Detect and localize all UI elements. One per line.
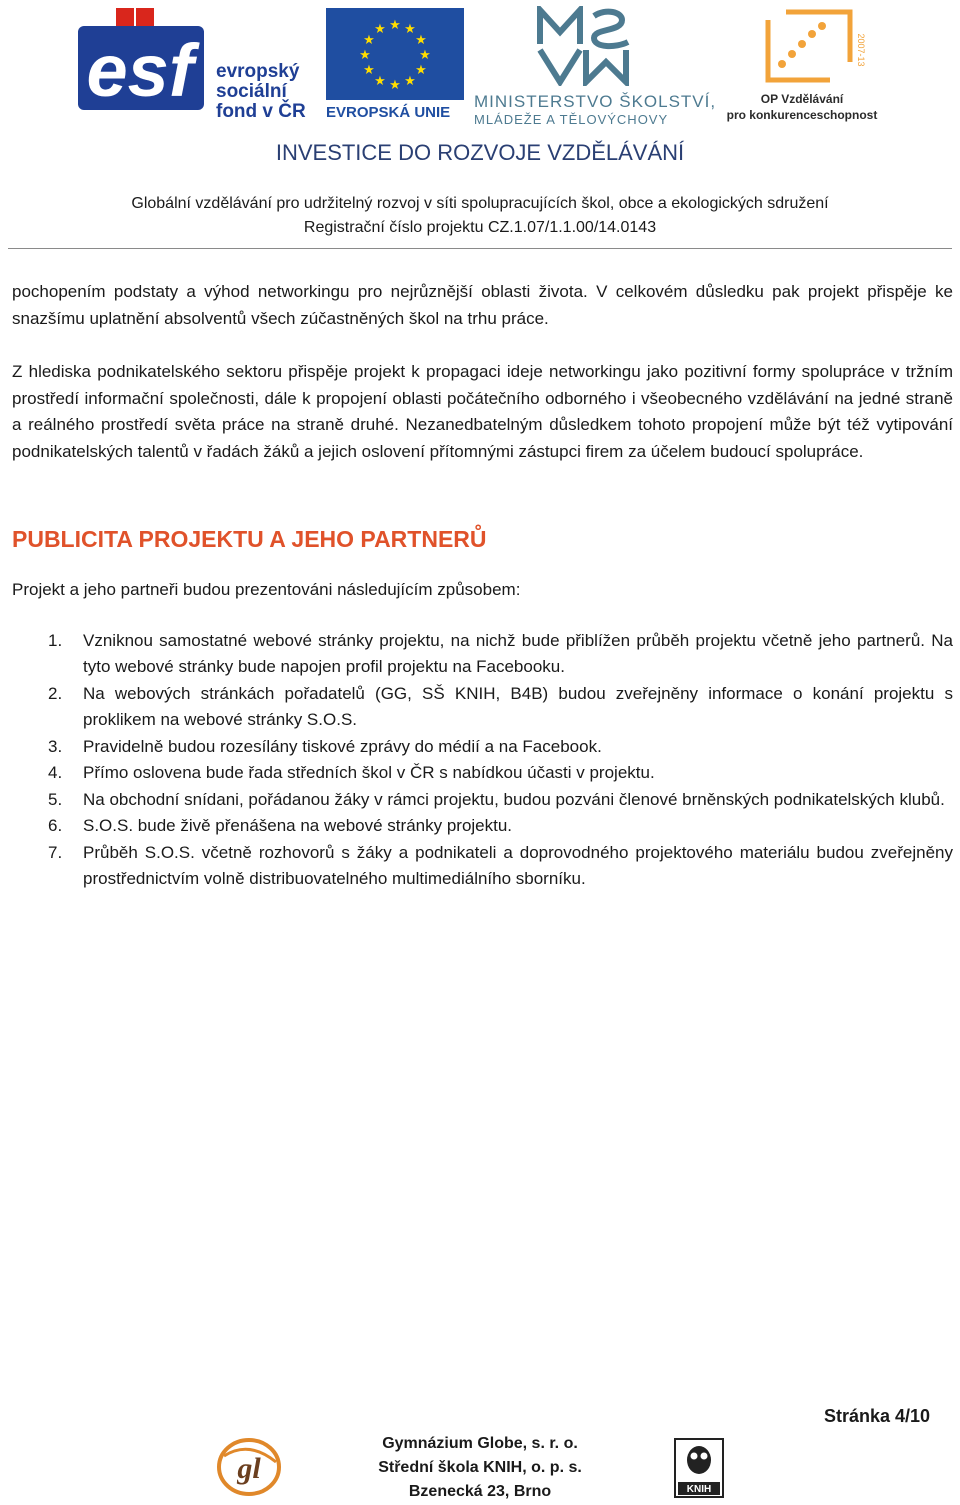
footer-line: Gymnázium Globe, s. r. o.	[382, 1435, 578, 1452]
list-item-text: S.O.S. bude živě přenášena na webové stránky projektu.	[83, 816, 513, 835]
svg-text:★: ★	[359, 48, 371, 63]
header-logos	[0, 0, 960, 140]
op-caption-line2: pro konkurenceschopnost	[726, 108, 878, 122]
list-item	[12, 813, 953, 840]
svg-text:★: ★	[389, 78, 401, 93]
footer-line: Bzenecká 23, Brno	[408, 1483, 552, 1500]
svg-text:★: ★	[419, 48, 431, 63]
esf-caption-line: sociální	[216, 81, 287, 102]
eu-flag-icon	[326, 8, 464, 100]
section-heading: PUBLICITA PROJEKTU A JEHO PARTNERŮ	[12, 526, 487, 552]
list-item	[12, 628, 953, 681]
list-item	[12, 840, 953, 893]
eu-caption: EVROPSKÁ UNIE	[326, 104, 451, 121]
svg-text:★: ★	[389, 18, 401, 33]
list-item	[12, 734, 953, 761]
knih-logo-text: KNIH	[686, 1484, 712, 1495]
msmt-logo	[474, 6, 717, 127]
op-mark-icon	[758, 6, 868, 88]
svg-text:★: ★	[363, 63, 375, 78]
svg-text:★: ★	[415, 63, 427, 78]
skola-knih-logo-icon	[674, 1438, 724, 1498]
op-logo	[722, 6, 882, 124]
op-years: 2007-13	[856, 33, 866, 67]
svg-text:★: ★	[374, 74, 386, 89]
msmt-mark-icon	[536, 6, 646, 86]
list-number: 4.	[48, 763, 63, 782]
page-number: Stránka 4/10	[824, 1406, 931, 1426]
list-number: 6.	[48, 816, 63, 835]
esf-logo-text: esf	[86, 29, 194, 112]
gl-logo-text: gl	[237, 1452, 261, 1485]
list-number: 7.	[48, 842, 63, 862]
page-content	[12, 279, 953, 893]
list-number: 1.	[48, 630, 63, 650]
list-number: 3.	[48, 736, 63, 756]
svg-text:★: ★	[404, 74, 416, 89]
list-item-text: Přímo oslovena bude řada středních škol v ČR s nabídkou účasti v projektu.	[83, 763, 655, 782]
esf-caption-line: fond v ČR	[216, 101, 306, 122]
list-item	[12, 681, 953, 734]
svg-text:★: ★	[374, 22, 386, 37]
esf-mark-icon	[76, 8, 206, 118]
svg-text:★: ★	[404, 22, 416, 37]
list-item-text: Vzniknou samostatné webové stránky projektu, na nichž bude přiblížen průběh projektu včetně jeho partnerů. Na tyto webové stránky bude napojen profil projektu na Facebooku.	[83, 630, 953, 676]
list-number: 5.	[48, 789, 63, 809]
list-number: 2.	[48, 683, 63, 703]
registration-number: Registrační číslo projektu CZ.1.07/1.1.00/14.0143	[303, 219, 657, 236]
list-item	[12, 787, 953, 814]
list-item	[12, 760, 953, 787]
eu-logo	[326, 8, 464, 120]
list-item-text: Průběh S.O.S. včetně rozhovorů s žáky a podnikateli a doprovodného projektového materiálu budou zveřejněny prostřednictvím volně distribuovatelného multimediálního sborníku.	[83, 842, 953, 888]
list-item-text: Na webových stránkách pořadatelů (GG, SŠ KNIH, B4B) budou zveřejněny informace o konání projektu s proklikem na webové stránky S.O.S.	[83, 683, 953, 729]
footer-line: Střední škola KNIH, o. p. s.	[378, 1459, 582, 1476]
list-item-text: Na obchodní snídani, pořádanou žáky v rámci projektu, budou pozváni členové brněnských podnikatelských klubů.	[83, 789, 945, 809]
investice-banner: INVESTICE DO ROZVOJE VZDĚLÁVÁNÍ	[275, 140, 685, 165]
list-intro: Projekt a jeho partneři budou prezentováni následujícím způsobem:	[12, 580, 521, 599]
esf-caption-line: evropský	[216, 61, 300, 82]
svg-text:★: ★	[363, 33, 375, 48]
footer-address	[0, 1432, 960, 1504]
svg-text:★: ★	[415, 33, 427, 48]
list-item-text: Pravidelně budou rozesílány tiskové zprávy do médií a na Facebook.	[83, 736, 602, 756]
msmt-caption-line1: MINISTERSTVO ŠKOLSTVÍ,	[474, 92, 717, 111]
paragraph: Z hlediska podnikatelského sektoru přispěje projekt k propagaci ideje networkingu jako pozitivní formy spolupráce v tržním prostředí informační společnosti, dále k propojení oblasti počátečního odborného i všeobecného vzdělávání na jedné straně a reálného prostředí světa práce na straně druhé. Nezanedbatelným důsledkem tohoto propojení může být též vytipování podnikatelských talentů v řadách žáků a jejich oslovení přítomnými zástupci firem za účelem budoucí spolupráce.	[12, 362, 953, 461]
msmt-caption-line2: MLÁDEŽE A TĚLOVÝCHOVY	[474, 112, 669, 127]
op-caption-line1: OP Vzdělávání	[760, 92, 844, 106]
publicity-list	[12, 628, 953, 893]
header-divider	[8, 248, 952, 249]
project-title: Globální vzdělávání pro udržitelný rozvoj v síti spolupracujících škol, obce a ekologických sdružení	[131, 195, 829, 212]
esf-caption	[216, 62, 336, 122]
paragraph: pochopením podstaty a výhod networkingu pro nejrůznější oblasti života. V celkovém důsledku pak projekt přispěje ke snazšímu uplatnění absolventů všech zúčastněných škol na trhu práce.	[12, 282, 953, 328]
